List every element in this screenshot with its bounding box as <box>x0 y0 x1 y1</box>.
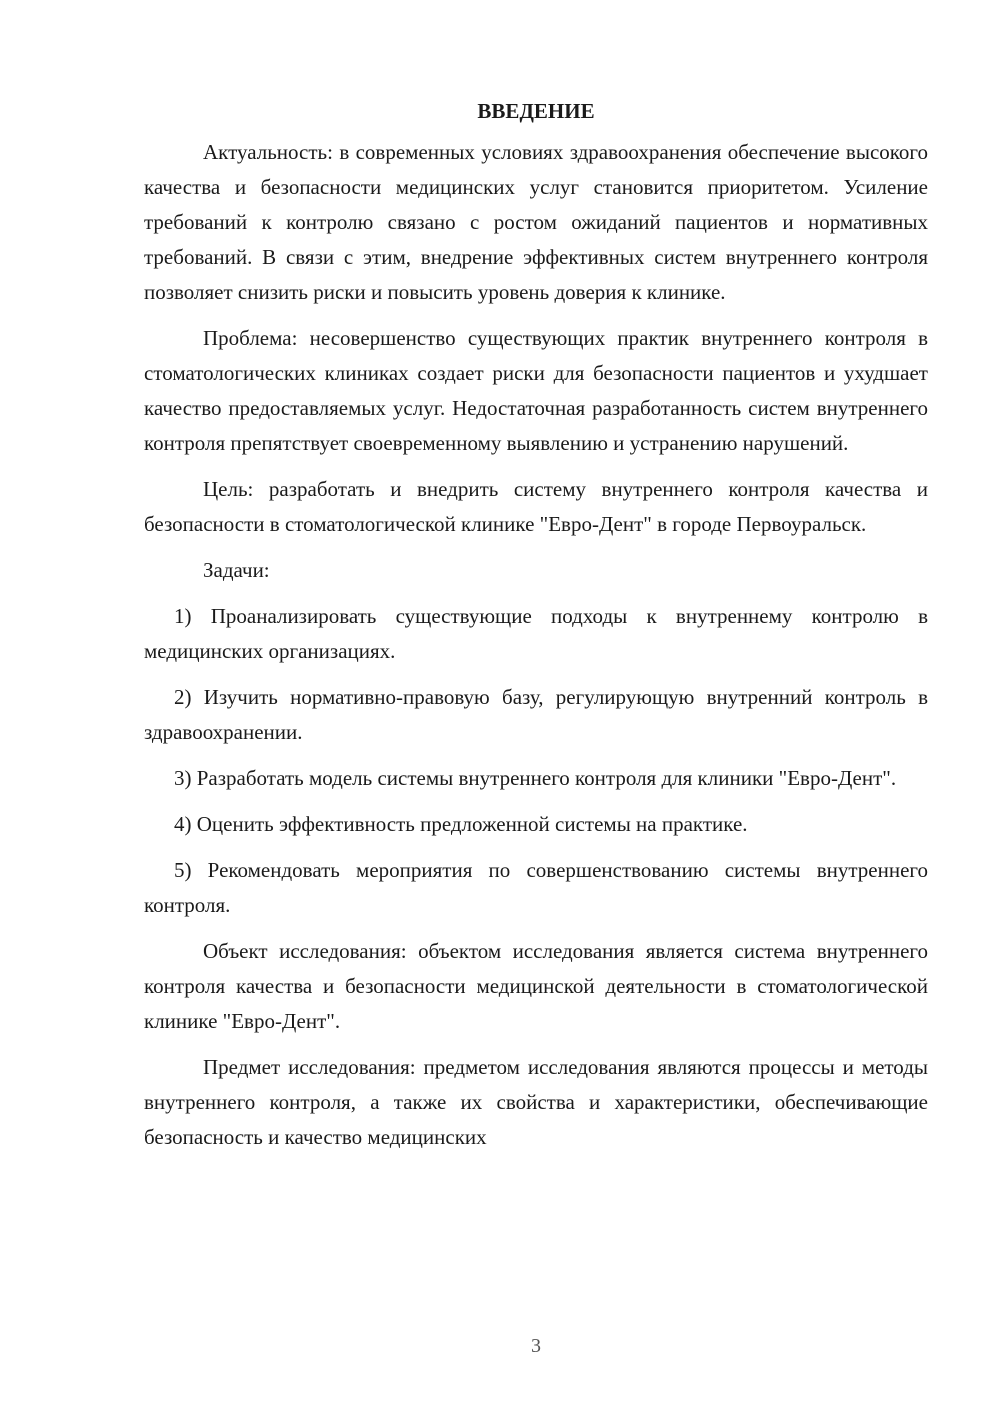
paragraph-tasks-label: Задачи: <box>203 558 270 582</box>
task-item-1: 1) Проанализировать существующие подходы к внутреннему контролю в медицинских организациях. <box>144 604 928 663</box>
task-item-5: 5) Рекомендовать мероприятия по совершенствованию системы внутреннего контроля. <box>144 858 928 917</box>
paragraph-relevance: Актуальность: в современных условиях здравоохранения обеспечение высокого качества и безопасности медицинских услуг становится приоритетом. Усиление требований к контролю связано с ростом ожиданий пациентов и нормативных требований. В связи с этим, внедрение эффективных систем внутреннего контроля позволяет снизить риски и повысить уровень доверия к клинике. <box>144 140 928 304</box>
task-item-4: 4) Оценить эффективность предложенной системы на практике. <box>174 812 748 836</box>
paragraph-subject: Предмет исследования: предметом исследования являются процессы и методы внутреннего контроля, а также их свойства и характеристики, обеспечивающие безопасность и качество медицинских <box>144 1055 928 1149</box>
task-item-3: 3) Разработать модель системы внутреннего контроля для клиники "Евро-Дент". <box>174 766 897 790</box>
section-heading: ВВЕДЕНИЕ <box>477 99 595 123</box>
paragraph-object: Объект исследования: объектом исследования является система внутреннего контроля качества и безопасности медицинской деятельности в стоматологической клинике "Евро-Дент". <box>144 939 928 1033</box>
page-number: 3 <box>531 1335 541 1357</box>
task-item-2: 2) Изучить нормативно-правовую базу, регулирующую внутренний контроль в здравоохранении. <box>144 685 928 744</box>
document-body <box>144 94 928 1166</box>
paragraph-problem: Проблема: несовершенство существующих практик внутреннего контроля в стоматологических клиниках создает риски для безопасности пациентов и ухудшает качество предоставляемых услуг. Недостаточная разработанность систем внутреннего контроля препятствует своевременному выявлению и устранению нарушений. <box>144 326 928 455</box>
paragraph-goal: Цель: разработать и внедрить систему внутреннего контроля качества и безопасности в стоматологической клинике "Евро-Дент" в городе Первоуральск. <box>144 477 928 536</box>
